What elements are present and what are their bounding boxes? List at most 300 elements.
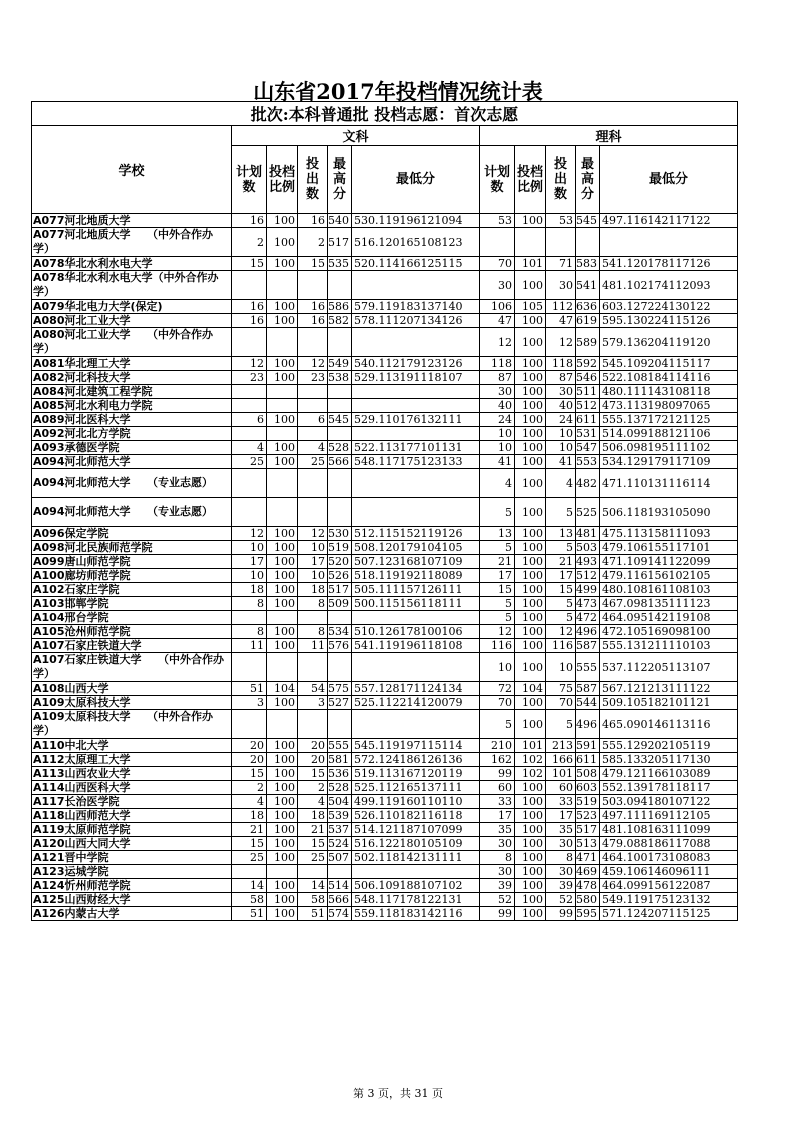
like-out-cell: 5 (546, 611, 576, 625)
like-out-cell: 40 (546, 399, 576, 413)
like-out-cell: 12 (546, 328, 576, 357)
like-ratio-cell: 102 (515, 753, 546, 767)
like-min-cell: 479.121166103089 (600, 767, 738, 781)
wenke-max-header: 最高分 (328, 146, 352, 214)
wenke-out-cell: 2 (298, 781, 328, 795)
wenke-min-cell: 514.121187107099 (352, 823, 480, 837)
wenke-min-cell: 579.119183137140 (352, 300, 480, 314)
like-max-cell: 511 (576, 385, 600, 399)
like-out-cell (546, 228, 576, 257)
wenke-max-cell: 566 (328, 893, 352, 907)
like-plan-cell: 106 (480, 300, 515, 314)
like-plan-cell: 53 (480, 214, 515, 228)
wenke-out-cell: 20 (298, 739, 328, 753)
wenke-plan-cell: 12 (232, 357, 267, 371)
school-cell: A119太原师范学院 (32, 823, 232, 837)
wenke-out-cell: 54 (298, 682, 328, 696)
like-max-cell: 496 (576, 710, 600, 739)
wenke-ratio-cell: 100 (267, 795, 298, 809)
like-min-cell: 497.116142117122 (600, 214, 738, 228)
like-max-cell: 478 (576, 879, 600, 893)
wenke-min-cell: 525.112214120079 (352, 696, 480, 710)
like-ratio-cell: 100 (515, 653, 546, 682)
like-min-cell: 472.105169098100 (600, 625, 738, 639)
like-ratio-cell: 100 (515, 597, 546, 611)
wenke-max-cell: 576 (328, 639, 352, 653)
wenke-out-cell: 21 (298, 823, 328, 837)
wenke-out-cell (298, 399, 328, 413)
like-max-cell: 481 (576, 527, 600, 541)
like-ratio-cell: 100 (515, 328, 546, 357)
wenke-out-cell: 18 (298, 809, 328, 823)
wenke-max-cell: 517 (328, 583, 352, 597)
school-cell: A080河北工业大学 （中外合作办学） (32, 328, 232, 357)
like-max-cell: 471 (576, 851, 600, 865)
wenke-min-cell: 522.113177101131 (352, 441, 480, 455)
wenke-ratio-cell: 100 (267, 228, 298, 257)
school-cell: A123运城学院 (32, 865, 232, 879)
wenke-min-cell (352, 328, 480, 357)
like-out-cell: 75 (546, 682, 576, 696)
wenke-max-cell (328, 498, 352, 527)
like-plan-cell: 47 (480, 314, 515, 328)
like-min-cell (600, 228, 738, 257)
wenke-plan-cell: 51 (232, 682, 267, 696)
wenke-plan-cell (232, 271, 267, 300)
like-out-cell: 5 (546, 597, 576, 611)
like-min-cell: 497.111169112105 (600, 809, 738, 823)
like-min-cell: 465.090146113116 (600, 710, 738, 739)
school-cell: A107石家庄铁道大学 (32, 639, 232, 653)
like-plan-header: 计划数 (480, 146, 515, 214)
wenke-ratio-cell (267, 271, 298, 300)
wenke-max-cell: 534 (328, 625, 352, 639)
wenke-plan-cell: 58 (232, 893, 267, 907)
table-row (32, 314, 738, 328)
like-out-cell: 4 (546, 469, 576, 498)
wenke-plan-cell (232, 498, 267, 527)
wenke-out-cell (298, 328, 328, 357)
like-out-cell: 30 (546, 865, 576, 879)
wenke-plan-cell: 6 (232, 413, 267, 427)
table-row (32, 795, 738, 809)
like-out-cell: 21 (546, 555, 576, 569)
like-plan-cell: 40 (480, 399, 515, 413)
wenke-max-cell: 528 (328, 781, 352, 795)
wenke-out-cell: 16 (298, 314, 328, 328)
wenke-ratio-cell: 100 (267, 257, 298, 271)
like-plan-cell: 30 (480, 837, 515, 851)
table-row (32, 427, 738, 441)
wenke-plan-cell: 10 (232, 541, 267, 555)
wenke-min-cell: 502.118142131111 (352, 851, 480, 865)
table-row (32, 541, 738, 555)
wenke-ratio-cell: 104 (267, 682, 298, 696)
like-plan-cell: 21 (480, 555, 515, 569)
table-row (32, 739, 738, 753)
like-min-cell: 464.095142119108 (600, 611, 738, 625)
wenke-plan-cell (232, 611, 267, 625)
like-plan-cell: 8 (480, 851, 515, 865)
like-min-cell: 464.099156122087 (600, 879, 738, 893)
like-max-cell: 611 (576, 753, 600, 767)
table-row (32, 555, 738, 569)
like-plan-cell: 60 (480, 781, 515, 795)
like-min-cell: 471.109141122099 (600, 555, 738, 569)
like-plan-cell: 70 (480, 696, 515, 710)
table-row (32, 371, 738, 385)
like-max-cell: 555 (576, 653, 600, 682)
wenke-max-cell (328, 611, 352, 625)
like-header: 理科 (480, 126, 738, 146)
like-plan-cell: 33 (480, 795, 515, 809)
school-cell: A093承德医学院 (32, 441, 232, 455)
wenke-out-cell: 17 (298, 555, 328, 569)
like-min-cell: 473.113198097065 (600, 399, 738, 413)
wenke-max-cell (328, 865, 352, 879)
like-plan-cell: 70 (480, 257, 515, 271)
wenke-plan-cell (232, 865, 267, 879)
wenke-max-cell: 528 (328, 441, 352, 455)
school-cell: A102石家庄学院 (32, 583, 232, 597)
like-max-cell: 519 (576, 795, 600, 809)
wenke-ratio-cell (267, 399, 298, 413)
wenke-ratio-cell: 100 (267, 300, 298, 314)
school-cell: A121晋中学院 (32, 851, 232, 865)
table-row (32, 767, 738, 781)
like-min-cell: 479.106155117101 (600, 541, 738, 555)
like-max-cell: 547 (576, 441, 600, 455)
wenke-ratio-cell (267, 865, 298, 879)
school-cell: A109太原科技大学 (32, 696, 232, 710)
like-ratio-cell: 100 (515, 611, 546, 625)
like-ratio-cell: 100 (515, 639, 546, 653)
wenke-min-cell: 506.109188107102 (352, 879, 480, 893)
like-plan-cell: 99 (480, 907, 515, 921)
wenke-plan-cell: 25 (232, 851, 267, 865)
wenke-ratio-cell (267, 653, 298, 682)
like-min-cell: 480.108161108103 (600, 583, 738, 597)
like-out-cell: 30 (546, 385, 576, 399)
like-plan-cell: 5 (480, 498, 515, 527)
table-row (32, 823, 738, 837)
like-min-cell: 541.120178117126 (600, 257, 738, 271)
wenke-plan-cell: 21 (232, 823, 267, 837)
like-min-cell: 479.088186117088 (600, 837, 738, 851)
like-ratio-cell: 100 (515, 851, 546, 865)
wenke-max-cell (328, 399, 352, 413)
wenke-out-cell: 15 (298, 257, 328, 271)
like-min-cell: 585.133205117130 (600, 753, 738, 767)
table-row (32, 257, 738, 271)
wenke-ratio-cell: 100 (267, 541, 298, 555)
like-max-cell: 517 (576, 823, 600, 837)
table-row (32, 357, 738, 371)
table-row (32, 625, 738, 639)
like-min-cell: 522.108184114116 (600, 371, 738, 385)
wenke-min-cell (352, 498, 480, 527)
table-row (32, 569, 738, 583)
like-ratio-cell: 102 (515, 767, 546, 781)
wenke-max-cell: 504 (328, 795, 352, 809)
wenke-out-cell: 23 (298, 371, 328, 385)
like-min-cell: 567.121213111122 (600, 682, 738, 696)
wenke-min-cell: 545.119197115114 (352, 739, 480, 753)
wenke-min-cell: 525.112165137111 (352, 781, 480, 795)
wenke-max-cell: 582 (328, 314, 352, 328)
wenke-out-cell: 10 (298, 569, 328, 583)
like-min-cell: 571.124207115125 (600, 907, 738, 921)
school-cell: A094河北师范大学 (32, 455, 232, 469)
wenke-ratio-cell (267, 469, 298, 498)
like-min-cell: 467.098135111123 (600, 597, 738, 611)
wenke-out-cell: 12 (298, 527, 328, 541)
wenke-min-header: 最低分 (352, 146, 480, 214)
wenke-out-cell: 16 (298, 300, 328, 314)
table-row (32, 527, 738, 541)
wenke-min-cell: 520.114166125115 (352, 257, 480, 271)
wenke-out-cell: 20 (298, 753, 328, 767)
wenke-out-cell (298, 498, 328, 527)
like-min-cell: 481.108163111099 (600, 823, 738, 837)
table-row (32, 413, 738, 427)
wenke-out-cell: 8 (298, 625, 328, 639)
wenke-min-cell (352, 385, 480, 399)
like-ratio-cell: 100 (515, 314, 546, 328)
wenke-max-cell: 509 (328, 597, 352, 611)
wenke-ratio-cell: 100 (267, 696, 298, 710)
like-min-cell: 555.129202105119 (600, 739, 738, 753)
like-ratio-cell: 100 (515, 469, 546, 498)
wenke-min-cell (352, 399, 480, 413)
like-out-cell: 112 (546, 300, 576, 314)
like-plan-cell: 17 (480, 809, 515, 823)
like-out-cell: 30 (546, 271, 576, 300)
wenke-out-cell: 25 (298, 851, 328, 865)
wenke-out-cell: 6 (298, 413, 328, 427)
like-ratio-cell: 100 (515, 385, 546, 399)
wenke-min-cell: 541.119196118108 (352, 639, 480, 653)
wenke-min-cell: 557.128171124134 (352, 682, 480, 696)
wenke-out-cell (298, 710, 328, 739)
school-cell: A105沧州师范学院 (32, 625, 232, 639)
wenke-ratio-cell: 100 (267, 455, 298, 469)
like-min-cell: 595.130224115126 (600, 314, 738, 328)
like-out-cell: 166 (546, 753, 576, 767)
wenke-max-cell: 530 (328, 527, 352, 541)
wenke-plan-cell: 8 (232, 625, 267, 639)
like-out-cell: 52 (546, 893, 576, 907)
wenke-plan-header: 计划数 (232, 146, 267, 214)
like-ratio-cell (515, 228, 546, 257)
school-cell: A120山西大同大学 (32, 837, 232, 851)
wenke-ratio-cell: 100 (267, 527, 298, 541)
like-min-cell: 555.137172121125 (600, 413, 738, 427)
like-ratio-cell: 100 (515, 371, 546, 385)
like-max-cell: 531 (576, 427, 600, 441)
like-max-cell (576, 228, 600, 257)
table-row (32, 300, 738, 314)
wenke-max-cell (328, 710, 352, 739)
like-ratio-cell: 101 (515, 257, 546, 271)
like-ratio-cell: 100 (515, 527, 546, 541)
like-out-cell: 24 (546, 413, 576, 427)
like-max-cell: 496 (576, 625, 600, 639)
school-cell: A109太原科技大学 （中外合作办学） (32, 710, 232, 739)
table-row (32, 893, 738, 907)
like-min-cell: 509.105182101121 (600, 696, 738, 710)
like-out-cell: 33 (546, 795, 576, 809)
like-plan-cell: 39 (480, 879, 515, 893)
like-plan-cell: 30 (480, 865, 515, 879)
wenke-out-cell (298, 385, 328, 399)
wenke-min-cell: 499.119160110110 (352, 795, 480, 809)
school-cell: A125山西财经大学 (32, 893, 232, 907)
wenke-min-cell (352, 611, 480, 625)
like-out-cell: 118 (546, 357, 576, 371)
like-ratio-cell: 100 (515, 441, 546, 455)
wenke-max-cell: 555 (328, 739, 352, 753)
like-min-cell: 459.106146096111 (600, 865, 738, 879)
wenke-min-cell: 548.117178122131 (352, 893, 480, 907)
like-out-cell: 13 (546, 527, 576, 541)
like-ratio-cell: 100 (515, 498, 546, 527)
wenke-max-cell: 507 (328, 851, 352, 865)
like-max-cell: 472 (576, 611, 600, 625)
wenke-out-cell (298, 271, 328, 300)
school-cell: A117长治医学院 (32, 795, 232, 809)
wenke-plan-cell (232, 385, 267, 399)
school-cell: A092河北北方学院 (32, 427, 232, 441)
like-out-cell: 53 (546, 214, 576, 228)
like-min-cell: 549.119175123132 (600, 893, 738, 907)
wenke-ratio-cell (267, 710, 298, 739)
like-plan-cell: 210 (480, 739, 515, 753)
wenke-ratio-cell: 100 (267, 639, 298, 653)
like-max-cell: 619 (576, 314, 600, 328)
like-plan-cell: 15 (480, 583, 515, 597)
school-cell: A103邯郸学院 (32, 597, 232, 611)
like-ratio-cell: 100 (515, 214, 546, 228)
like-max-cell: 493 (576, 555, 600, 569)
like-out-cell: 60 (546, 781, 576, 795)
wenke-min-cell: 519.113167120119 (352, 767, 480, 781)
wenke-max-cell: 536 (328, 767, 352, 781)
wenke-ratio-cell: 100 (267, 739, 298, 753)
wenke-plan-cell: 16 (232, 314, 267, 328)
like-ratio-cell: 100 (515, 399, 546, 413)
table-row (32, 653, 738, 682)
like-max-cell: 592 (576, 357, 600, 371)
like-ratio-cell: 100 (515, 413, 546, 427)
like-plan-cell: 5 (480, 611, 515, 625)
wenke-plan-cell: 2 (232, 781, 267, 795)
wenke-out-cell: 2 (298, 228, 328, 257)
wenke-plan-cell (232, 710, 267, 739)
like-plan-cell: 5 (480, 597, 515, 611)
like-max-cell: 583 (576, 257, 600, 271)
wenke-ratio-cell: 100 (267, 893, 298, 907)
like-max-cell: 513 (576, 837, 600, 851)
wenke-plan-cell: 15 (232, 837, 267, 851)
school-cell: A077河北地质大学 （中外合作办学） (32, 228, 232, 257)
wenke-out-cell: 3 (298, 696, 328, 710)
wenke-min-cell: 500.115156118111 (352, 597, 480, 611)
school-cell: A098河北民族师范学院 (32, 541, 232, 555)
wenke-min-cell: 516.122180105109 (352, 837, 480, 851)
like-max-cell: 473 (576, 597, 600, 611)
like-max-cell: 553 (576, 455, 600, 469)
like-min-cell: 555.131211110103 (600, 639, 738, 653)
like-max-cell: 469 (576, 865, 600, 879)
like-ratio-cell: 100 (515, 809, 546, 823)
table-row (32, 385, 738, 399)
school-cell: A114山西医科大学 (32, 781, 232, 795)
like-plan-cell: 10 (480, 427, 515, 441)
like-min-cell: 506.118193105090 (600, 498, 738, 527)
school-cell: A099唐山师范学院 (32, 555, 232, 569)
like-out-cell: 17 (546, 809, 576, 823)
like-min-cell: 480.111143108118 (600, 385, 738, 399)
like-ratio-cell: 100 (515, 837, 546, 851)
like-min-cell: 475.113158111093 (600, 527, 738, 541)
wenke-min-cell: 529.110176132111 (352, 413, 480, 427)
wenke-out-cell: 8 (298, 597, 328, 611)
like-ratio-cell: 100 (515, 357, 546, 371)
wenke-plan-cell: 18 (232, 809, 267, 823)
wenke-min-cell (352, 653, 480, 682)
wenke-min-cell: 516.120165108123 (352, 228, 480, 257)
wenke-max-cell: 586 (328, 300, 352, 314)
like-plan-cell (480, 228, 515, 257)
like-max-cell: 508 (576, 767, 600, 781)
school-cell: A078华北水利水电大学 (32, 257, 232, 271)
like-max-cell: 580 (576, 893, 600, 907)
table-row (32, 328, 738, 357)
wenke-ratio-cell: 100 (267, 583, 298, 597)
like-ratio-cell: 100 (515, 893, 546, 907)
school-cell: A107石家庄铁道大学 （中外合作办学） (32, 653, 232, 682)
wenke-max-cell (328, 653, 352, 682)
school-cell: A081华北理工大学 (32, 357, 232, 371)
wenke-out-cell: 51 (298, 907, 328, 921)
like-max-cell: 512 (576, 569, 600, 583)
school-cell: A096保定学院 (32, 527, 232, 541)
wenke-max-cell: 575 (328, 682, 352, 696)
like-min-cell: 545.109204115117 (600, 357, 738, 371)
table-row (32, 469, 738, 498)
wenke-header: 文科 (232, 126, 480, 146)
like-plan-cell: 99 (480, 767, 515, 781)
like-out-cell: 5 (546, 498, 576, 527)
like-plan-cell: 17 (480, 569, 515, 583)
wenke-plan-cell: 8 (232, 597, 267, 611)
school-header: 学校 (32, 126, 232, 214)
like-plan-cell: 24 (480, 413, 515, 427)
wenke-out-cell: 11 (298, 639, 328, 653)
like-min-cell: 481.102174112093 (600, 271, 738, 300)
table-row (32, 597, 738, 611)
like-max-cell: 587 (576, 639, 600, 653)
like-plan-cell: 10 (480, 441, 515, 455)
wenke-ratio-cell: 100 (267, 569, 298, 583)
wenke-plan-cell: 51 (232, 907, 267, 921)
like-max-cell: 512 (576, 399, 600, 413)
like-max-cell: 499 (576, 583, 600, 597)
like-max-header: 最高分 (576, 146, 600, 214)
wenke-out-cell: 10 (298, 541, 328, 555)
like-min-cell: 552.139178118117 (600, 781, 738, 795)
